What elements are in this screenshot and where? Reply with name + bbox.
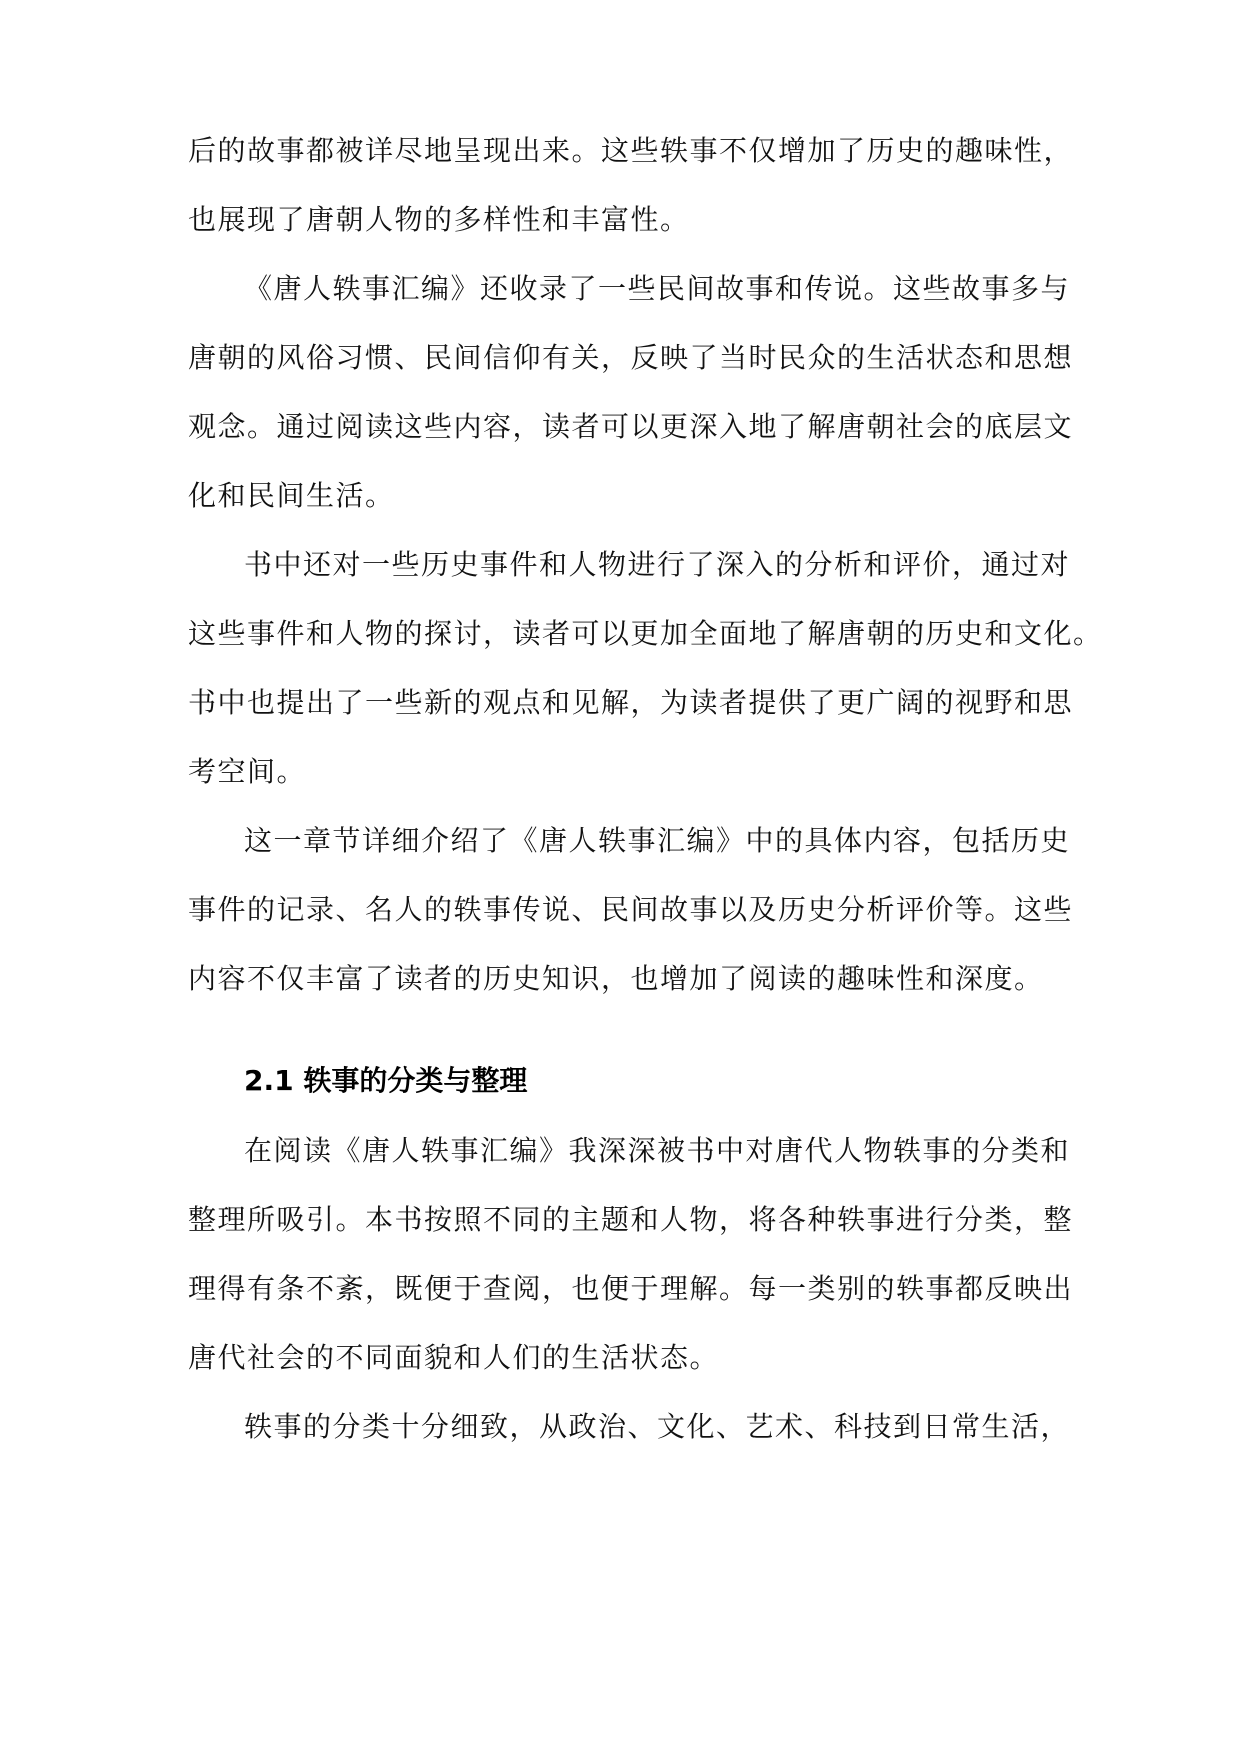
paragraph-1-line-1: 后的故事都被详尽地呈现出来。这些轶事不仅增加了历史的趣味性， [188, 134, 1074, 167]
section-paragraph-1-line-4: 唐代社会的不同面貌和人们的生活状态。 [188, 1341, 720, 1374]
section-heading: 2.1 轶事的分类与整理 [244, 1064, 528, 1097]
paragraph-2-line-1: 《唐人轶事汇编》还收录了一些民间故事和传说。这些故事多与 [244, 272, 1071, 305]
paragraph-3-line-2: 这些事件和人物的探讨，读者可以更加全面地了解唐朝的历史和文化。 [188, 617, 1103, 650]
paragraph-1-line-2: 也展现了唐朝人物的多样性和丰富性。 [188, 203, 690, 236]
section-paragraph-1-line-3: 理得有条不紊，既便于查阅，也便于理解。每一类别的轶事都反映出 [188, 1272, 1074, 1305]
paragraph-2-line-3: 观念。通过阅读这些内容，读者可以更深入地了解唐朝社会的底层文 [188, 410, 1074, 443]
section-paragraph-2-line-1: 轶事的分类十分细致，从政治、文化、艺术、科技到日常生活， [244, 1410, 1071, 1443]
paragraph-4-line-2: 事件的记录、名人的轶事传说、民间故事以及历史分析评价等。这些 [188, 893, 1074, 926]
paragraph-3-line-3: 书中也提出了一些新的观点和见解，为读者提供了更广阔的视野和思 [188, 686, 1074, 719]
section-paragraph-1-line-2: 整理所吸引。本书按照不同的主题和人物，将各种轶事进行分类，整 [188, 1203, 1074, 1236]
section-paragraph-1-line-1: 在阅读《唐人轶事汇编》我深深被书中对唐代人物轶事的分类和 [244, 1134, 1071, 1167]
paragraph-4-line-1: 这一章节详细介绍了《唐人轶事汇编》中的具体内容，包括历史 [244, 824, 1071, 857]
paragraph-2-line-4: 化和民间生活。 [188, 479, 395, 512]
paragraph-2-line-2: 唐朝的风俗习惯、民间信仰有关，反映了当时民众的生活状态和思想 [188, 341, 1074, 374]
paragraph-3-line-1: 书中还对一些历史事件和人物进行了深入的分析和评价，通过对 [244, 548, 1071, 581]
paragraph-4-line-3: 内容不仅丰富了读者的历史知识，也增加了阅读的趣味性和深度。 [188, 962, 1044, 995]
paragraph-3-line-4: 考空间。 [188, 755, 307, 788]
